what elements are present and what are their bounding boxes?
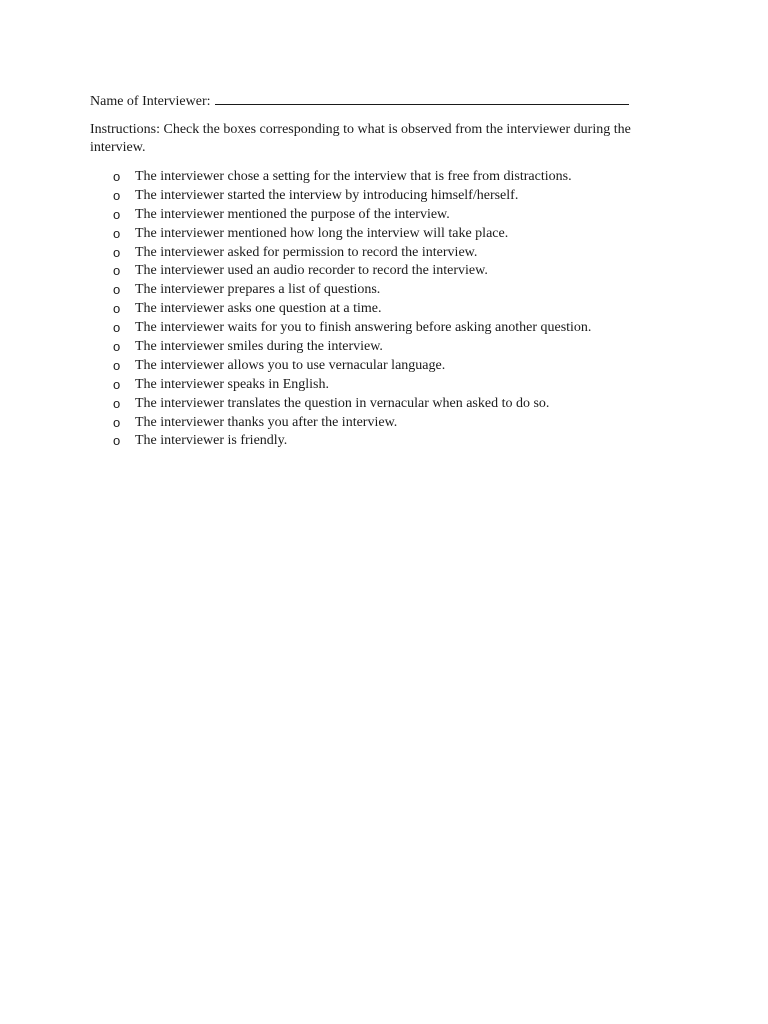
checklist-item-text: The interviewer speaks in English. (135, 376, 330, 392)
checklist-item (90, 262, 650, 281)
checkbox-bullet-icon: o (113, 339, 121, 355)
interviewer-name-line (90, 90, 650, 112)
checklist-item-text: The interviewer prepares a list of questions. (135, 282, 381, 298)
checkbox-bullet-icon: o (113, 357, 121, 373)
checkbox-bullet-icon: o (113, 282, 121, 298)
checklist-item (90, 225, 650, 244)
checklist-item-text: The interviewer smiles during the interview. (135, 339, 383, 355)
checklist-item (90, 432, 650, 451)
checklist-item (90, 319, 650, 338)
checkbox-bullet-icon: o (113, 206, 121, 222)
checklist-item-text: The interviewer mentioned the purpose of the interview. (135, 206, 450, 222)
checklist-item (90, 206, 650, 225)
checkbox-bullet-icon: o (113, 244, 121, 260)
instructions-text: Instructions: Check the boxes corresponding to what is observed from the interviewer during the interview. (90, 122, 631, 155)
checkbox-bullet-icon: o (113, 376, 121, 392)
checkbox-bullet-icon: o (113, 263, 121, 279)
checkbox-bullet-icon: o (113, 187, 121, 203)
checkbox-bullet-icon: o (113, 225, 121, 241)
checklist-item (90, 395, 650, 414)
interviewer-name-blank (215, 90, 629, 105)
interviewer-name-label: Name of Interviewer: (90, 94, 211, 109)
checklist-item-text: The interviewer mentioned how long the interview will take place. (135, 225, 509, 241)
checklist-item-text: The interviewer asks one question at a time. (135, 301, 382, 317)
checklist-item (90, 244, 650, 263)
checklist-item-text: The interviewer asked for permission to record the interview. (135, 244, 478, 260)
checklist-item (90, 376, 650, 395)
document-page (90, 90, 650, 451)
observation-checklist (90, 168, 650, 451)
checklist-item-text: The interviewer thanks you after the interview. (135, 414, 398, 430)
checkbox-bullet-icon: o (113, 169, 121, 184)
checklist-item (90, 281, 650, 300)
checklist-item (90, 414, 650, 433)
checklist-item-text: The interviewer used an audio recorder to record the interview. (135, 263, 488, 279)
checkbox-bullet-icon: o (113, 395, 121, 411)
checklist-item-text: The interviewer started the interview by introducing himself/herself. (135, 187, 519, 203)
checklist-item-text: The interviewer translates the question in vernacular when asked to do so. (135, 395, 550, 411)
checklist-item (90, 300, 650, 319)
checklist-item (90, 187, 650, 206)
checkbox-bullet-icon: o (113, 414, 121, 430)
checklist-item-text: The interviewer waits for you to finish answering before asking another question. (135, 320, 592, 336)
checklist-item-text: The interviewer allows you to use vernacular language. (135, 357, 446, 373)
checkbox-bullet-icon: o (113, 320, 121, 336)
checklist-item (90, 357, 650, 376)
checklist-item (90, 168, 650, 187)
checklist-item-text: The interviewer is friendly. (135, 433, 288, 449)
checklist-item (90, 338, 650, 357)
checkbox-bullet-icon: o (113, 301, 121, 317)
checklist-item-text: The interviewer chose a setting for the interview that is free from distractions. (135, 169, 572, 184)
checkbox-bullet-icon: o (113, 433, 121, 449)
